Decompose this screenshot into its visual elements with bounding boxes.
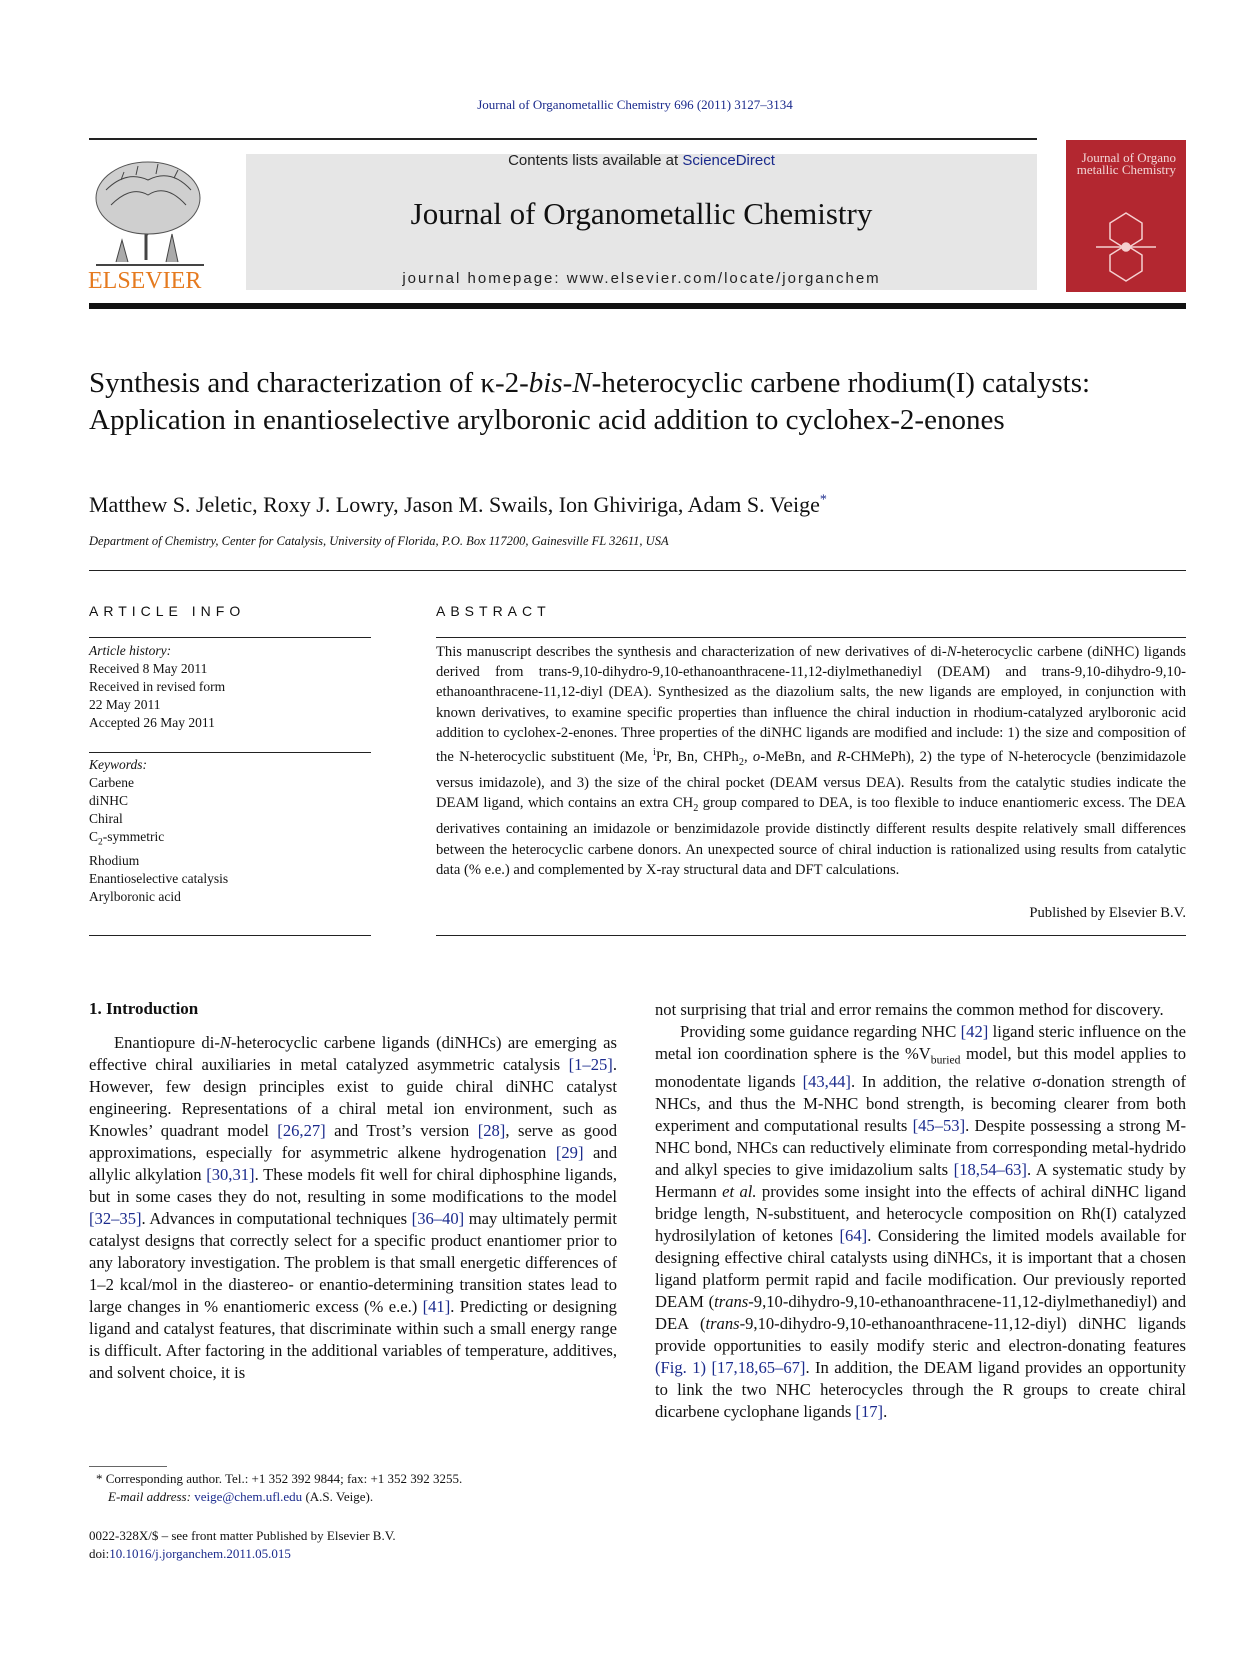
journal-cover [1066,140,1186,292]
history-label: Article history: [89,643,172,658]
abstract-rule [436,637,1186,638]
published-by: Published by Elsevier B.V. [1029,905,1186,921]
history-item: Received in revised form [89,679,226,694]
abs-seg: -heterocyclic carbene (diNHC) ligands derived from trans-9,10-dihydro-9,10-ethanoanthracene-11,12-diylmethanediyl (DEAM) and trans-9,10-dihydro-9,10-ethanoanthracene-11,12-diyl (DEA). Synthesized as the diazolium salts, the new ligands are employed, in conjunction with known derivatives, to examine specific properties than influence the chiral induction in rhodium-catalyzed arylboronic acid addition to cyclohex-2-enones. Three properties of the diNHC ligands are modified and include: 1) the size and composition of the N-heterocyclic substituent (Me, [436,644,1186,765]
section-heading: 1. Introduction [89,999,199,1018]
text-seg: buried [930,1053,961,1067]
affiliation: Department of Chemistry, Center for Catalysis, University of Florida, P.O. Box 117200, Gainesville FL 32611, USA [89,534,669,548]
text-seg: . However, few design principles exist to guide chiral diNHC catalyst engineering. Representations of a chiral metal ion environment, such as Knowles’ quadrant model [89,1055,617,1140]
author-list [89,492,827,518]
reference-link[interactable]: [64] [839,1226,868,1246]
reference-link[interactable]: [43,44] [802,1072,851,1092]
text-seg: trans [714,1292,749,1312]
keyword: Chiral [89,811,123,826]
publisher-logo-text: ELSEVIER [88,268,202,294]
journal-citation[interactable]: Journal of Organometallic Chemistry 696 (2011) 3127–3134 [477,97,793,112]
intro-paragraph [655,1021,1186,1423]
abs-seg: group compared to DEA, is too flexible to induce enantiomeric excess. The DEA derivatives containing an imidazole or benzimidazole provide distinctly different results despite relatively small differences between the heterocyclic carbene donors. An unexpected source of chiral induction is rationalized using results from catalytic data (% e.e.) and complemented by X-ray structural data and DFT calculations. [436,795,1186,878]
text-seg: ligand steric influence on the metal ion coordination sphere is the %V [655,1022,1186,1063]
section-rule [89,570,1186,571]
abs-seg: R [836,748,846,765]
journal-homepage[interactable]: journal homepage: www.elsevier.com/locate/jorganchem [402,270,881,287]
history-item: 22 May 2011 [89,697,161,712]
article-info-rule [89,637,371,638]
text-seg: . Advances in computational techniques [141,1209,412,1228]
reference-link[interactable]: [28] [477,1121,506,1140]
text-seg: . In addition, the relative σ-donation strength of NHCs, and thus the M-NHC bond strength, is becoming clearer from both experiment and computational results [655,1072,1186,1136]
email-suffix: (A.S. Veige). [302,1489,374,1504]
sciencedirect-link[interactable]: ScienceDirect [682,152,775,169]
title-part: - [562,367,573,399]
intro-right-column [655,999,1186,1423]
abs-seg: This manuscript describes the synthesis and characterization of new derivatives of di- [436,644,947,660]
text-seg: . In addition, the DEAM ligand provides an opportunity to link the two NHC heterocycles through the R groups to create chiral dicarbene cyclophane ligands [655,1358,1186,1422]
abstract-rule [436,935,1186,936]
reference-link[interactable]: [18,54–63] [953,1160,1027,1180]
reference-link[interactable]: [17] [855,1402,884,1422]
reference-link[interactable]: [26,27] [277,1121,326,1140]
keyword: Rhodium [89,852,140,868]
header-thick-rule [89,303,1186,309]
kw-rest: -symmetric [102,829,165,844]
text-seg: . [883,1402,888,1422]
kw-sub: 2 [98,837,103,848]
molecule-icon [1086,205,1166,285]
elsevier-logo [86,150,216,295]
corresponding-author-mark[interactable]: * [819,492,827,508]
text-seg: trans [705,1314,740,1334]
title-part: Synthesis and characterization of κ-2- [89,367,529,399]
keyword: Enantioselective catalysis [89,870,229,886]
reference-link[interactable]: [30,31] [206,1165,255,1184]
contents-line [246,152,1037,169]
text-seg: model, but this model applies to monodentate ligands [655,1044,1186,1092]
footnote-text: Corresponding author. Tel.: +1 352 392 9844; fax: +1 352 392 3255. [102,1471,463,1486]
email-label: E-mail address: [108,1489,191,1504]
text-seg: Enantiopure di- [114,1033,220,1052]
text-seg: . Despite possessing a strong M-NHC bond, NHCs can reductively eliminate from corresponding metal-hydrido and alkyl species to give imidazolium salts [655,1116,1186,1180]
figure-link[interactable]: (Fig. 1) [655,1358,707,1378]
abs-seg: -CHMePh), 2) the type of N-heterocycle (benzimidazole versus imidazole), and 3) the size of the chiral pocket (DEAM versus DEA). Results from the catalytic studies indicate the DEAM ligand, which contains an extra CH [436,748,1187,812]
footnote [96,1470,462,1506]
doi-link[interactable]: 10.1016/j.jorganchem.2011.05.015 [109,1546,291,1561]
article-info-rule [89,752,371,753]
text-seg: . These models fit well for chiral diphosphine ligands, but in some cases they do not, resulting in some modifications to the model [89,1165,618,1206]
history-item: Received 8 May 2011 [89,661,208,676]
intro-left-column [89,1032,617,1384]
keyword: diNHC [89,793,129,808]
keyword: Carbene [89,775,134,790]
front-matter-line: 0022-328X/$ – see front matter Published by Elsevier B.V. [89,1528,396,1543]
abs-seg: N [946,644,957,660]
text-seg: , serve as good approximations, especially for asymmetric alkene hydrogenation [89,1121,617,1162]
article-history [89,642,225,732]
reference-link[interactable]: [45–53] [912,1116,966,1136]
abs-seg: o [752,748,761,765]
contents-prefix: Contents lists available at [508,152,683,169]
text-seg: -9,10-dihydro-9,10-ethanoanthracene-11,12-diylmethanediyl) and DEA ( [655,1292,1186,1334]
reference-link[interactable]: [36–40] [411,1209,465,1228]
reference-link[interactable]: [41] [422,1297,451,1316]
footnote-line [96,1488,462,1506]
keywords [89,756,228,906]
title-n: N [572,367,592,399]
reference-link[interactable]: [42] [960,1022,989,1041]
footnote-rule [89,1466,167,1467]
title-part: -heterocyclic carbene rhodium(I) catalysts: Application in enantioselective arylboronic acid addition to cyclohex-2-enones [89,367,1091,436]
title-bis: bis [528,367,563,399]
text-seg: Providing some guidance regarding NHC [680,1022,961,1041]
text-seg: -9,10-dihydro-9,10-ethanoanthracene-11,12-diyl) diNHC ligands provide opportunities to easily modify steric and electron-donating features [655,1314,1186,1356]
doi-label: doi: [89,1546,110,1561]
keywords-label: Keywords: [89,757,147,772]
article-info-heading: ARTICLE INFO [89,603,246,619]
reference-link[interactable]: [32–35] [89,1209,142,1228]
article-title [89,365,1189,439]
abs-seg: 2 [693,803,699,815]
text-seg: N [219,1033,231,1052]
abs-seg: Pr, Bn, CHPh [655,748,739,765]
intro-paragraph [89,1032,617,1384]
abstract-text [436,642,1186,880]
abs-seg: -MeBn, and [760,748,837,765]
text-seg: and Trost’s version [325,1121,478,1140]
authors-text: Matthew S. Jeletic, Roxy J. Lowry, Jason M. Swails, Ion Ghiviriga, Adam S. Veige [89,492,820,517]
article-info-rule [89,935,371,936]
doi-line [89,1545,396,1563]
abs-seg: , [743,748,753,765]
history-item: Accepted 26 May 2011 [89,715,215,730]
keyword [89,828,228,852]
text-seg: provides some insight into the effects of achiral diNHC ligand bridge length, N-substituent, and heterocycle composition on Rh(I) catalyzed hydrosilylation of ketones [655,1182,1187,1246]
text-seg: may ultimately permit catalyst designs that correctly select for a specific product enantiomer prior to any laboratory investigation. The problem is that small energetic differences of 1–2 kcal/mol in the diastereo- or enantio-determining transition states lead to large changes in % enantiomeric excess (% e.e.) [89,1209,617,1316]
intro-paragraph: not surprising that trial and error remains the common method for discovery. [655,1000,1164,1019]
kw-c: C [89,829,99,844]
reference-link[interactable]: [1–25] [568,1055,613,1074]
text-seg: . Considering the limited models available for designing effective chiral catalysts using diNHCs, it is important that a chosen ligand platform permit rapid and facile modification. Our previously reported DEAM ( [655,1226,1186,1312]
reference-link[interactable]: [17,18,65–67] [711,1358,806,1378]
text-seg: . Predicting or designing ligand and catalyst features, that discriminate within such a small energy range is difficult. After factoring in the additional variables of temperature, additives, and solvent choice, it is [89,1297,617,1382]
abs-seg: 2 [738,756,744,768]
email-link[interactable]: veige@chem.ufl.edu [194,1489,303,1504]
text-seg: and allylic alkylation [89,1143,617,1184]
keyword: Arylboronic acid [89,888,181,904]
text-seg: et al. [722,1182,757,1202]
cover-title: Journal of Organo metallic Chemistry [1076,150,1176,177]
journal-name: Journal of Organometallic Chemistry [410,196,873,231]
text-seg: -heterocyclic carbene ligands (diNHCs) are emerging as effective chiral auxiliaries in metal catalyzed asymmetric catalysis [89,1033,617,1074]
abs-seg: i [652,747,656,759]
header-rule [89,138,1037,140]
footnote-mark: * [96,1471,103,1486]
footnote-line [96,1470,462,1488]
front-matter [89,1527,396,1563]
text-seg: . A systematic study by Hermann [655,1160,1186,1202]
abstract-heading: ABSTRACT [436,603,551,619]
reference-link[interactable]: [29] [555,1143,584,1162]
